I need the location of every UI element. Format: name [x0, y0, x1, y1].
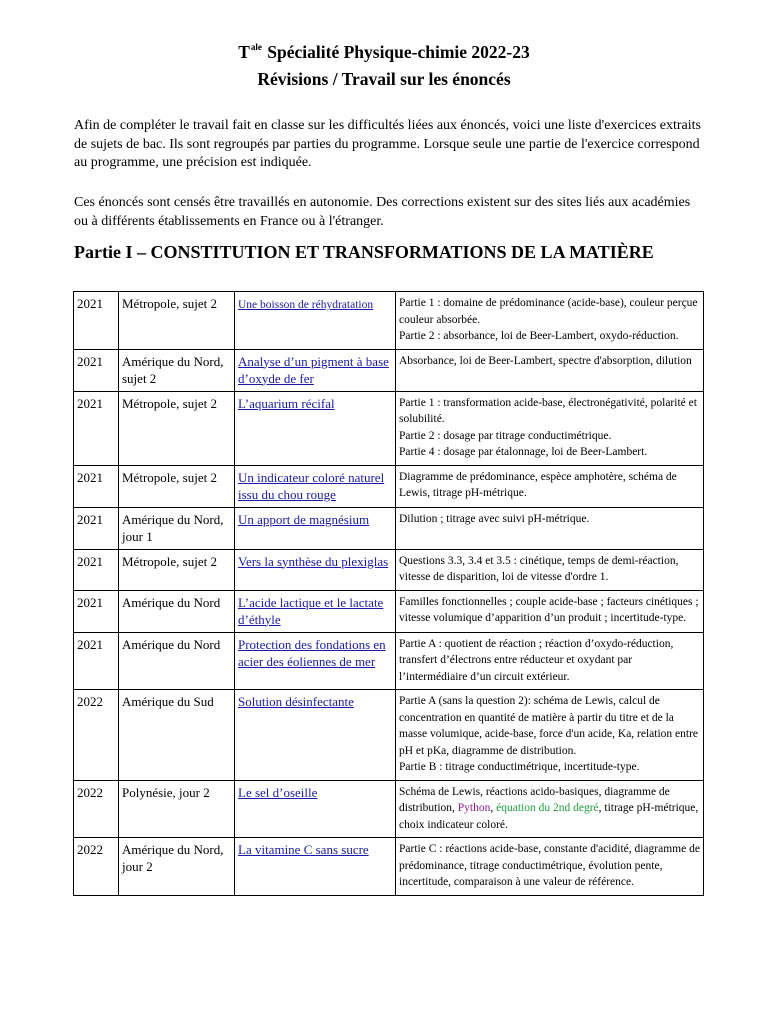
document-subtitle: Révisions / Travail sur les énoncés	[257, 69, 511, 89]
year-cell: 2021	[74, 507, 119, 549]
exam-session-cell: Métropole, sujet 2	[119, 391, 235, 465]
exam-session-cell: Métropole, sujet 2	[119, 549, 235, 590]
section-title: Partie I – CONSTITUTION ET TRANSFORMATIONS DE LA MATIÈRE	[74, 242, 654, 262]
exercise-link[interactable]: Un apport de magnésium	[238, 511, 370, 527]
year-cell: 2021	[74, 549, 119, 590]
year-cell: 2022	[74, 690, 119, 781]
exercise-title-cell	[235, 507, 396, 549]
year-cell: 2021	[74, 349, 119, 391]
table-row	[74, 690, 704, 781]
table-row	[74, 632, 704, 690]
exercise-title-cell	[235, 780, 396, 838]
exam-session-cell: Amérique du Nord, sujet 2	[119, 349, 235, 391]
topic-line: Partie A : quotient de réaction ; réaction d’oxydo-réduction, transfert d’électrons entre réducteur et oxydant par l’intermédiaire d’un circuit extérieur.	[399, 637, 674, 683]
topic-line	[399, 784, 700, 834]
table-row	[74, 292, 704, 350]
exercise-link[interactable]: Une boisson de réhydratation	[238, 299, 374, 311]
exam-session-cell: Amérique du Nord	[119, 590, 235, 632]
exam-session-cell: Polynésie, jour 2	[119, 780, 235, 838]
exercise-title-cell	[235, 590, 396, 632]
exercise-link[interactable]: Analyse d’un pigment à base d’oxyde de fer	[238, 353, 389, 386]
exam-session-cell: Amérique du Nord, jour 2	[119, 838, 235, 896]
topics-cell	[396, 507, 704, 549]
exam-session-cell: Amérique du Sud	[119, 690, 235, 781]
exercise-link[interactable]: L’acide lactique et le lactate d’éthyle	[238, 594, 384, 627]
exercise-link[interactable]: Solution désinfectante	[238, 694, 354, 709]
topic-line: Partie B : titrage conductimétrique, incertitude-type.	[399, 761, 640, 773]
topics-cell	[396, 632, 704, 690]
topics-cell	[396, 838, 704, 896]
topic-line: Dilution ; titrage avec suivi pH-métrique.	[399, 512, 590, 525]
year-cell: 2021	[74, 391, 119, 465]
intro-paragraph-2: Ces énoncés sont censés être travaillés en autonomie. Des corrections existent sur des sites liés aux académies ou à différents établissements en France ou à l'étranger.	[74, 195, 691, 229]
year-cell: 2021	[74, 590, 119, 632]
year-cell: 2021	[74, 632, 119, 690]
topic-line: Partie 2 : absorbance, loi de Beer-Lambert, oxydo-réduction.	[399, 330, 679, 342]
table-row	[74, 465, 704, 507]
exercise-link[interactable]: Vers la synthèse du plexiglas	[238, 553, 389, 569]
year-cell: 2021	[74, 292, 119, 350]
topic-line: Partie A (sans la question 2): schéma de Lewis, calcul de concentration en quantité de matière à partir du titre et de la masse volumique, acide-base, force d'un acide, Ka, relation entre pH et pKa, diagramme de distribution.	[399, 695, 699, 757]
exercise-title-cell	[235, 292, 396, 350]
topics-cell	[396, 690, 704, 781]
topic-line: Partie 4 : dosage par étalonnage, loi de Beer-Lambert.	[399, 446, 648, 458]
exercise-title-cell	[235, 549, 396, 590]
topic-text: Schéma de Lewis, réactions acido-basiques, diagramme de distribution,	[399, 785, 670, 814]
topics-cell	[396, 549, 704, 590]
exercise-title-cell	[235, 465, 396, 507]
topic-line: Questions 3.3, 3.4 et 3.5 : cinétique, temps de demi-réaction, vitesse de disparition, loi de vitesse d'ordre 1.	[399, 554, 679, 583]
exercise-link[interactable]: Protection des fondations en acier des éoliennes de mer	[238, 636, 386, 669]
topics-cell	[396, 465, 704, 507]
table-row	[74, 549, 704, 590]
exercise-title-cell	[235, 838, 396, 896]
topic-line: Absorbance, loi de Beer-Lambert, spectre d'absorption, dilution	[399, 354, 692, 367]
exam-session-cell: Métropole, sujet 2	[119, 465, 235, 507]
topics-cell	[396, 349, 704, 391]
exam-session-cell: Amérique du Nord, jour 1	[119, 507, 235, 549]
topic-line: Partie 2 : dosage par titrage conductimétrique.	[399, 429, 612, 442]
document-title: $T^{ale}$ Spécialité Physique-chimie 2022-23	[238, 42, 530, 62]
exercise-link[interactable]: Un indicateur coloré naturel issu du chou rouge	[238, 469, 385, 502]
table-row	[74, 349, 704, 391]
year-cell: 2022	[74, 780, 119, 838]
topic-line: Partie C : réactions acide-base, constante d'acidité, diagramme de prédominance, titrage conductimétrique, évolution pente, incertitude, comparaison à une valeur de référence.	[399, 843, 700, 888]
python-highlight: Python	[457, 802, 491, 814]
exercise-title-cell	[235, 690, 396, 781]
exercise-link[interactable]: L’aquarium récifal	[238, 395, 335, 411]
topic-text: , titrage pH-métrique, choix indicateur coloré.	[399, 802, 699, 831]
topic-line: Diagramme de prédominance, espèce amphotère, schéma de Lewis, titrage pH-métrique.	[399, 470, 677, 499]
table-row	[74, 507, 704, 549]
topics-cell	[396, 780, 704, 838]
topic-line: Partie 1 : transformation acide-base, électronégativité, polarité et solubilité.	[399, 396, 697, 425]
year-cell: 2021	[74, 465, 119, 507]
topic-line: Familles fonctionnelles ; couple acide-base ; facteurs cinétiques ; vitesse volumique d’apparition d’un produit ; incertitude-type.	[399, 595, 699, 624]
table-row	[74, 590, 704, 632]
topics-cell	[396, 292, 704, 350]
exam-session-cell: Amérique du Nord	[119, 632, 235, 690]
table-row	[74, 391, 704, 465]
exercise-link[interactable]: La vitamine C sans sucre	[238, 842, 369, 857]
topics-cell	[396, 590, 704, 632]
equation-highlight: équation du 2nd degré	[496, 802, 599, 814]
intro-paragraph-1: Afin de compléter le travail fait en classe sur les difficultés liées aux énoncés, voici une liste d'exercices extraits de sujets de bac. Ils sont regroupés par parties du programme. Lorsque seule une partie de l'exercice correspond au programme, une précision est indiquée.	[74, 118, 701, 170]
topics-cell	[396, 391, 704, 465]
exercise-title-cell	[235, 349, 396, 391]
year-cell: 2022	[74, 838, 119, 896]
table-row	[74, 780, 704, 838]
exercise-title-cell	[235, 632, 396, 690]
topic-text: ,	[490, 802, 497, 814]
exercise-link[interactable]: Le sel d’oseille	[238, 784, 318, 800]
exercise-title-cell	[235, 391, 396, 465]
exercise-table	[73, 291, 704, 896]
table-row	[74, 838, 704, 896]
topic-line: Partie 1 : domaine de prédominance (acide-base), couleur perçue couleur absorbée.	[399, 297, 698, 326]
exam-session-cell: Métropole, sujet 2	[119, 292, 235, 350]
